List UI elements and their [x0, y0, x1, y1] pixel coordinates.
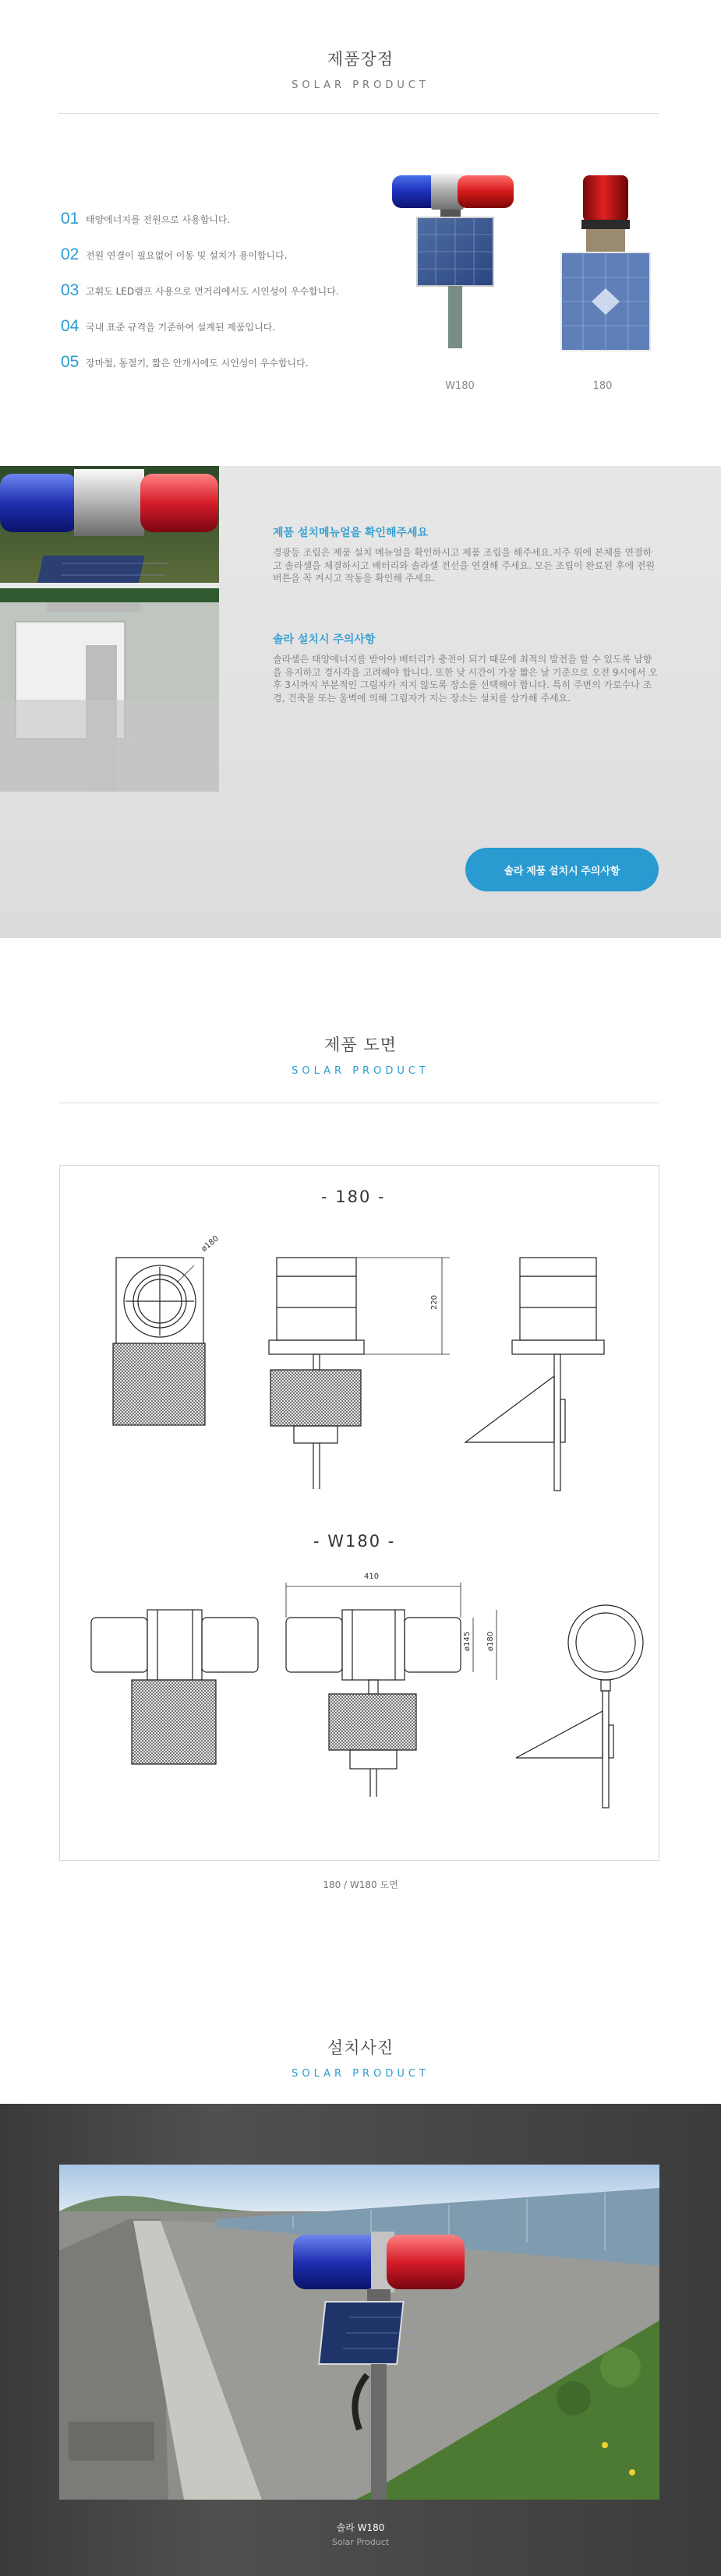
product-w180-image	[386, 168, 526, 378]
product-180-caption: 180	[592, 380, 613, 392]
feature-item	[61, 201, 388, 237]
product-180-image	[546, 171, 663, 374]
caution-info	[273, 631, 659, 704]
manual-band	[0, 466, 721, 938]
feature-list	[61, 201, 388, 380]
drawing-subtitle: SOLAR PRODUCT	[292, 1065, 429, 1077]
feature-text: 국내 표준 규격을 기준하여 설계된 제품입니다.	[86, 321, 276, 333]
drawing-caption: 180 / W180 도면	[323, 1879, 398, 1890]
drawing-lines	[60, 1166, 659, 1860]
photo-subtitle: Solar Product	[331, 2537, 390, 2547]
manual-text: 경광등 조립은 제품 설치 메뉴얼을 확인하시고 제품 조립을 해주세요.지주 위에 본체를 연결하고 솔라셀을 체결하시고 배터리와 솔라셀 전선을 연결해 주세요. 모든 조립이 완료된 후에 전원 버튼을 꼭 켜시고 작동을 확인해 주세요.	[273, 547, 656, 584]
dim-phi180-w: ø180	[486, 1631, 496, 1652]
feature-item	[61, 344, 388, 380]
install-heading	[0, 2035, 721, 2080]
dim-phi145: ø145	[463, 1631, 472, 1652]
drawing-title: 제품 도면	[324, 1036, 397, 1054]
solar-caution-button[interactable]: 솔라 제품 설치시 주의사항	[465, 848, 659, 891]
features-title: 제품장점	[327, 50, 394, 69]
features-heading	[0, 47, 721, 91]
photo-title: 솔라 W180	[336, 2522, 385, 2533]
installation-closeup-photo	[0, 466, 219, 792]
feature-item	[61, 309, 388, 344]
manual-title: 제품 설치메뉴얼을 확인해주세요	[273, 527, 429, 539]
divider	[58, 113, 659, 114]
manual-info	[273, 524, 659, 585]
model-w180-label: - W180 -	[313, 1532, 396, 1551]
caution-title: 솔라 설치시 주의사항	[273, 633, 376, 646]
installation-photo	[59, 2165, 659, 2500]
feature-number: 05	[61, 353, 80, 371]
model-180-label: - 180 -	[321, 1187, 386, 1206]
feature-item	[61, 273, 388, 309]
features-subtitle: SOLAR PRODUCT	[292, 79, 429, 91]
feature-text: 전원 연결이 필요없어 이동 및 설치가 용이합니다.	[86, 249, 288, 261]
feature-text: 태양에너지를 전원으로 사용합니다.	[86, 213, 231, 225]
feature-text: 고휘도 LED램프 사용으로 먼거리에서도 시인성이 우수합니다.	[86, 285, 339, 297]
install-dark-band	[0, 2104, 721, 2576]
dim-410: 410	[364, 1572, 380, 1581]
feature-number: 03	[61, 281, 80, 299]
dim-phi180: ø180	[200, 1234, 221, 1254]
feature-number: 04	[61, 317, 80, 335]
feature-number: 01	[61, 210, 80, 228]
caution-text: 솔라셀은 태양에너지를 받아야 배터리가 충전이 되기 때문에 최적의 발전을 할 수 있도록 남향을 유지하고 경사각을 고려해야 합니다. 또한 낮 시간이 가장 짧은 날 기준으로 오전 9시에서 오후 3시까지 부분적인 그림자가 지지 않도록 장소를 선택해야 합니다. 특히 주변의 가로수나 조경, 건축물 또는 울벽에 의해 그림자가 지는 장소는 설치를 삼가해 주세요.	[273, 654, 658, 704]
feature-item	[61, 237, 388, 273]
install-title: 설치사진	[327, 2038, 394, 2057]
install-subtitle: SOLAR PRODUCT	[292, 2068, 429, 2080]
feature-number: 02	[61, 245, 80, 263]
drawing-heading	[0, 1032, 721, 1077]
dim-220: 220	[430, 1294, 440, 1311]
feature-text: 장마철, 동절기, 짧은 안개시에도 시인성이 우수합니다.	[86, 357, 309, 369]
technical-drawing	[59, 1165, 659, 1861]
product-w180-caption: W180	[445, 380, 475, 392]
